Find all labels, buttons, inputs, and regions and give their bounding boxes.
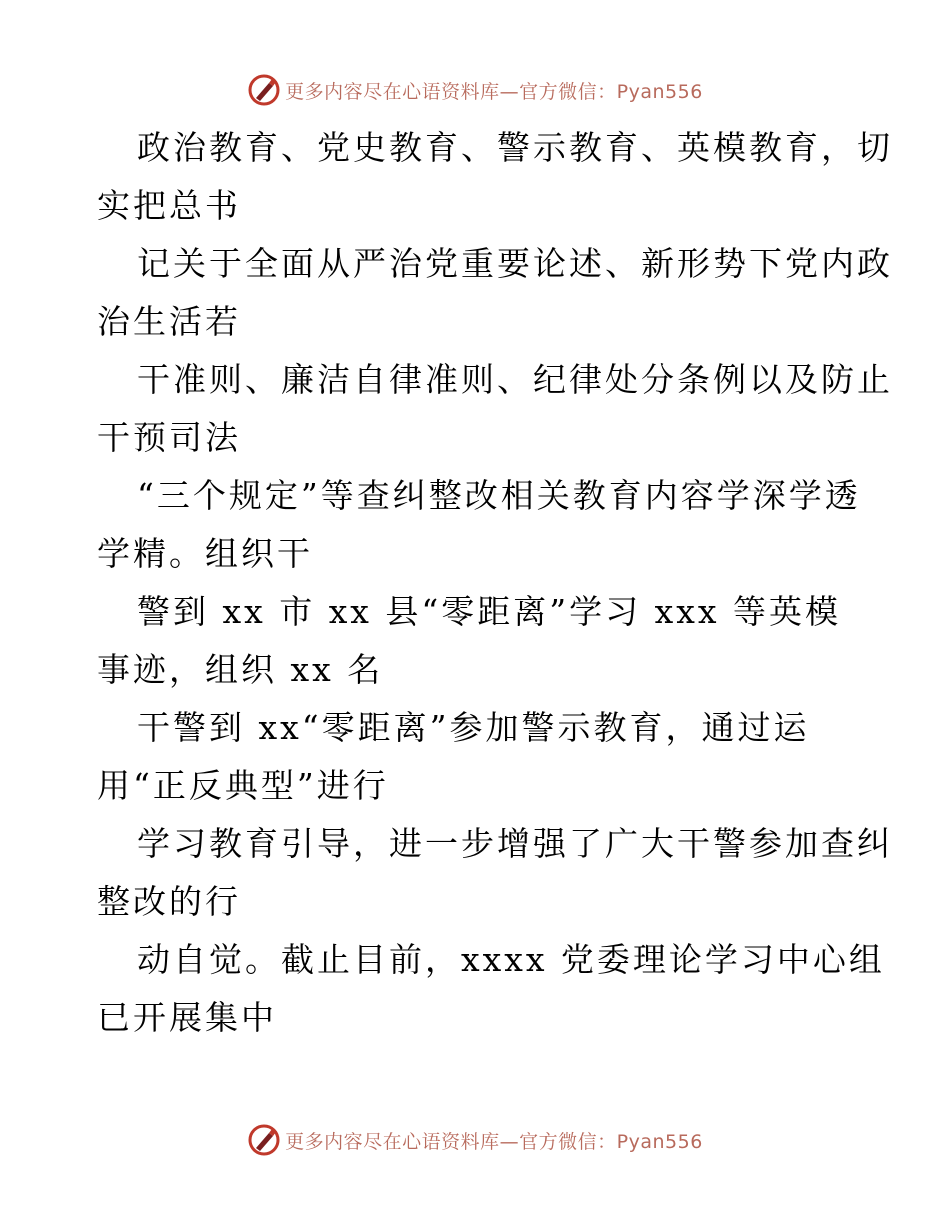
watermark-text: 更多内容尽在心语资料库—官方微信：Pyan556 — [285, 80, 703, 103]
text-line: 整改的行 — [97, 882, 241, 921]
text-line: 学习教育引导，进一步增强了广大干警参加查纠 — [137, 824, 893, 863]
text-line: 治生活若 — [97, 302, 241, 341]
text-line: 学精。组织干 — [97, 534, 313, 573]
header-watermark — [0, 70, 950, 110]
watermark-text: 更多内容尽在心语资料库—官方微信：Pyan556 — [285, 1130, 703, 1153]
text-line: 政治教育、党史教育、警示教育、英模教育，切 — [137, 128, 893, 167]
text-line: 警到 xx 市 xx 县“零距离”学习 xxx 等英模 — [137, 592, 841, 631]
text-line: 事迹，组织 xx 名 — [97, 650, 384, 689]
text-line: 用“正反典型”进行 — [97, 766, 389, 805]
text-line: 记关于全面从严治党重要论述、新形势下党内政 — [137, 244, 893, 283]
text-line: 动自觉。截止目前，xxxx 党委理论学习中心组 — [137, 940, 885, 979]
text-line: 干警到 xx“零距离”参加警示教育，通过运 — [137, 708, 810, 747]
text-line: “三个规定”等查纠整改相关教育内容学深学透 — [137, 476, 861, 515]
text-line: 干准则、廉洁自律准则、纪律处分条例以及防止 — [137, 360, 893, 399]
text-line: 已开展集中 — [97, 998, 277, 1037]
footer-watermark — [0, 1120, 950, 1160]
text-line: 干预司法 — [97, 418, 241, 457]
text-line: 实把总书 — [97, 186, 241, 225]
pen-logo-icon — [247, 73, 281, 107]
pen-logo-icon — [247, 1123, 281, 1157]
